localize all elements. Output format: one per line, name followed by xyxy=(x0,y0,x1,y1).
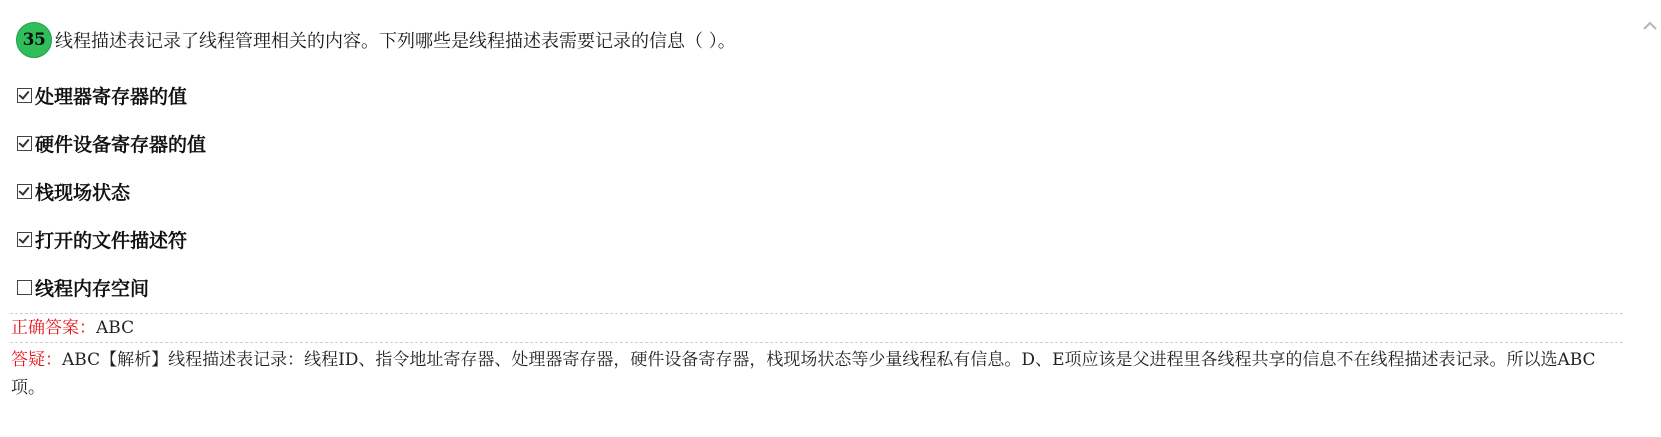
checkbox-icon[interactable] xyxy=(17,184,32,199)
explanation-label: 答疑： xyxy=(11,350,62,370)
question-text: 线程描述表记录了线程管理相关的内容。下列哪些是线程描述表需要记录的信息（ ）。 xyxy=(55,31,736,52)
divider xyxy=(10,342,1623,343)
question-header xyxy=(16,22,736,58)
correct-answer-value: ABC xyxy=(96,318,135,338)
option-label: 栈现场状态 xyxy=(35,181,131,204)
option-label: 打开的文件描述符 xyxy=(35,229,188,252)
options-list xyxy=(17,80,206,320)
correct-answer xyxy=(11,317,134,339)
correct-answer-label: 正确答案： xyxy=(11,318,96,338)
checkbox-icon[interactable] xyxy=(17,280,32,295)
option-a[interactable] xyxy=(17,80,206,110)
option-label: 硬件设备寄存器的值 xyxy=(35,133,207,156)
checkbox-icon[interactable] xyxy=(17,88,32,103)
chevron-up-icon[interactable] xyxy=(1642,18,1658,32)
option-b[interactable] xyxy=(17,128,206,158)
divider xyxy=(10,313,1623,314)
option-c[interactable] xyxy=(17,176,206,206)
vertical-scrollbar[interactable] xyxy=(1639,0,1661,437)
checkbox-icon[interactable] xyxy=(17,136,32,151)
option-label: 线程内存空间 xyxy=(35,277,150,300)
option-label: 处理器寄存器的值 xyxy=(35,85,188,108)
question-number-badge: 35 xyxy=(16,22,52,58)
option-d[interactable] xyxy=(17,224,206,254)
option-e[interactable] xyxy=(17,272,206,302)
answer-explanation xyxy=(11,346,1623,402)
checkbox-icon[interactable] xyxy=(17,232,32,247)
explanation-text: ABC【解析】线程描述表记录：线程ID、指令地址寄存器、处理器寄存器，硬件设备寄存器，栈现场状态等少量线程私有信息。D、E项应该是父进程里各线程共享的信息不在线程描述表记录。所以选ABC项。 xyxy=(11,350,1596,398)
